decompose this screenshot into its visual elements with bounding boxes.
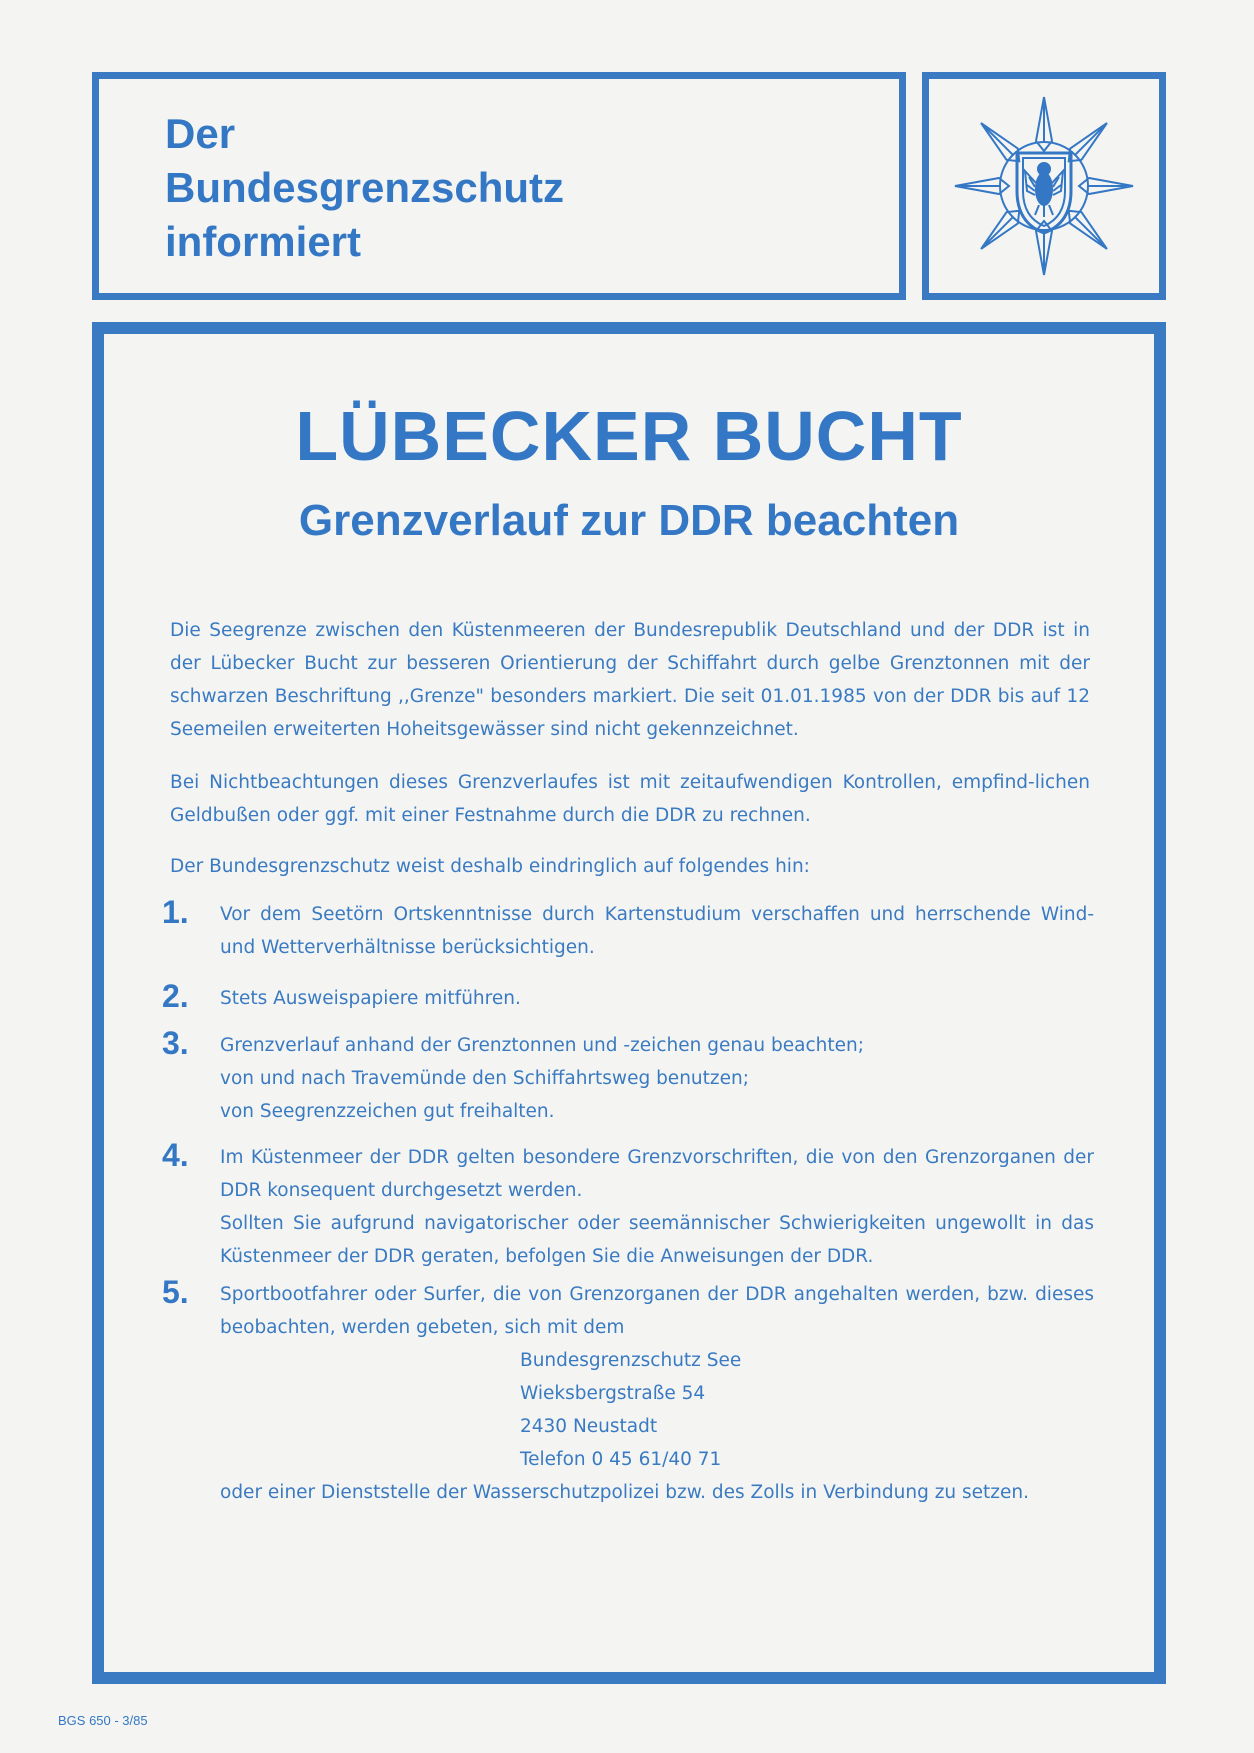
header-line-2: Bundesgrenzschutz bbox=[165, 164, 565, 211]
list-item bbox=[162, 1025, 1094, 1128]
item-number: 1. bbox=[162, 894, 189, 930]
address-line: Wieksbergstraße 54 bbox=[520, 1383, 706, 1404]
item-text: Sportbootfahrer oder Surfer, die von Grenzorganen der DDR angehalten werden, bzw. dieses beobachten, werden gebeten, sich mit dem bbox=[220, 1284, 1094, 1338]
item-number: 5. bbox=[162, 1274, 189, 1310]
address-line: Telefon 0 45 61/40 71 bbox=[520, 1449, 722, 1470]
paragraph-nichtbeachtung: Bei Nichtbeachtungen dieses Grenzverlaufes ist mit zeitaufwendigen Kontrollen, empfind-lichen Geldbußen oder ggf. mit einer Festnahme durch die DDR zu rechnen. bbox=[170, 772, 1090, 826]
federal-eagle-star-icon bbox=[949, 91, 1139, 281]
address-line: Bundesgrenzschutz See bbox=[520, 1350, 742, 1371]
item-number: 2. bbox=[162, 978, 189, 1014]
item-text: Vor dem Seetörn Ortskenntnisse durch Kartenstudium verschaffen und herrschende Wind- und Wetterverhältnisse berücksichtigen. bbox=[220, 904, 1094, 958]
list-item bbox=[162, 978, 1094, 1015]
item-number: 4. bbox=[162, 1137, 189, 1173]
paragraph-seegrenze: Die Seegrenze zwischen den Küstenmeeren der Bundesrepublik Deutschland und der DDR ist in der Lübecker Bucht zur besseren Orientierung der Schiffahrt durch gelbe Grenztonnen mit der schwarzen Beschriftung ,,Grenze" besonders markiert. Die seit 01.01.1985 von der DDR bis auf 12 Seemeilen erweiterten Hoheitsgewässer sind nicht gekennzeichnet. bbox=[170, 620, 1090, 740]
main-notice-box bbox=[92, 322, 1166, 1684]
header-box bbox=[92, 72, 906, 300]
list-item bbox=[162, 1137, 1094, 1273]
page-subtitle: Grenzverlauf zur DDR beachten bbox=[298, 496, 960, 545]
list-item bbox=[162, 894, 1094, 964]
form-number: BGS 650 - 3/85 bbox=[58, 1713, 148, 1728]
header-line-1: Der bbox=[165, 110, 236, 157]
page-title: LÜBECKER BUCHT bbox=[295, 397, 963, 475]
item-text: Sollten Sie aufgrund navigatorischer oder seemännischer Schwierigkeiten ungewollt in das Küstenmeer der DDR geraten, befolgen Sie die Anweisungen der DDR. bbox=[220, 1213, 1094, 1267]
paragraph-hinweis: Der Bundesgrenzschutz weist deshalb eindringlich auf folgendes hin: bbox=[170, 856, 810, 877]
item-text: Im Küstenmeer der DDR gelten besondere Grenzvorschriften, die von den Grenzorganen der DDR konsequent durchgesetzt werden. bbox=[220, 1147, 1094, 1201]
emblem-box bbox=[922, 72, 1166, 300]
item-number: 3. bbox=[162, 1025, 189, 1061]
item-closing-text: oder einer Dienststelle der Wasserschutzpolizei bzw. des Zolls in Verbindung zu setzen. bbox=[220, 1482, 1029, 1503]
item-text: Grenzverlauf anhand der Grenztonnen und -zeichen genau beachten; bbox=[220, 1035, 864, 1056]
item-text: Stets Ausweispapiere mitführen. bbox=[220, 988, 521, 1009]
list-item bbox=[162, 1274, 1094, 1509]
item-text: von und nach Travemünde den Schiffahrtsweg benutzen; bbox=[220, 1068, 749, 1089]
header-line-3: informiert bbox=[165, 218, 362, 265]
item-text: von Seegrenzzeichen gut freihalten. bbox=[220, 1101, 555, 1122]
address-line: 2430 Neustadt bbox=[520, 1416, 658, 1437]
